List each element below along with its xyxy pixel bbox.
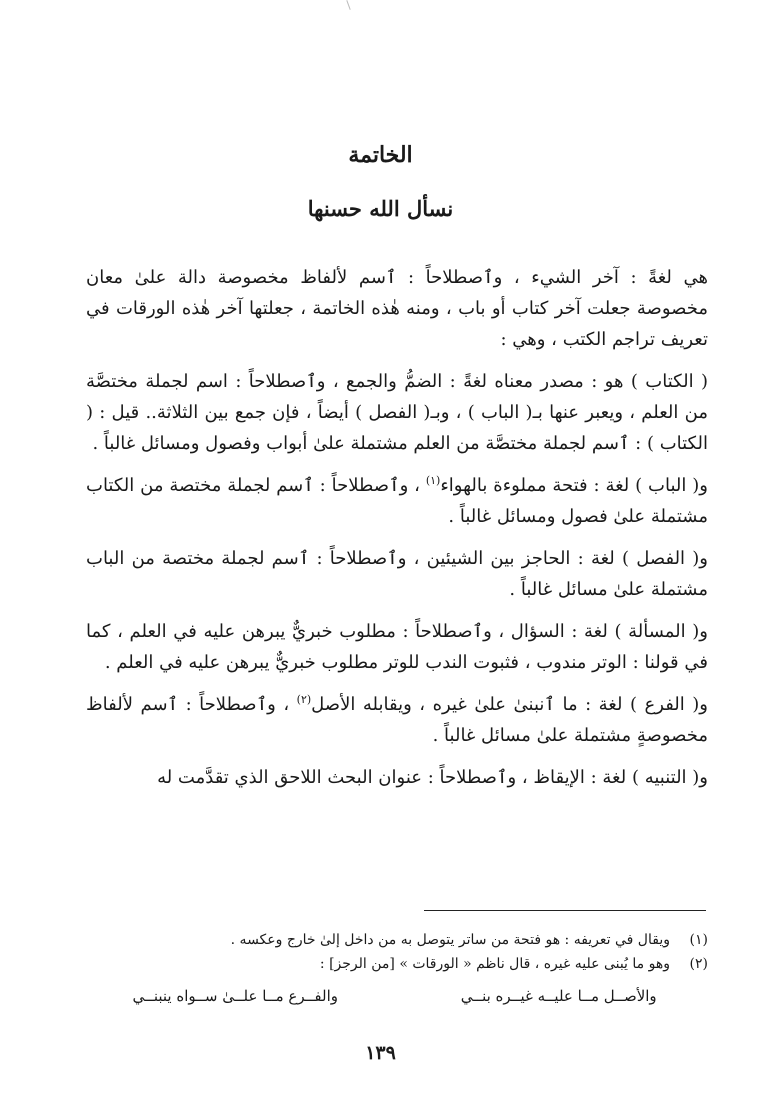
footnote-2 (86, 952, 708, 976)
paragraph-kitab: ( الكتاب ) هو : مصدر معناه لغةً : الضمُّ والجمع ، وٱصطلاحاً : اسم لجملة مختصَّة من العلم ، ويعبر عنها بـ( الباب ) ، وبـ( الفصل ) أيضاً ، فإن جمع بين الثلاثة.. قيل : ( الكتاب ) : ٱسم لجملة مختصَّة من العلم مشتملة علىٰ أبواب وفصول ومسائل غالباً . (86, 371, 708, 454)
footnote-text: ويقال في تعريفه : هو فتحة من ساتر يتوصل به من داخل إلىٰ خارج وعكسه . (230, 932, 670, 948)
page-edge-mark (346, 0, 350, 10)
paragraph-bab (86, 470, 708, 532)
body-text (86, 262, 708, 804)
footnote-ref-1[interactable]: (١) (425, 474, 441, 487)
verse-second-hemistich: والفــرع مــا علــىٰ ســواه ينبنــي (132, 987, 338, 1005)
paragraph-far-text: و( الفرع ) لغة : ما ٱنبنىٰ علىٰ غيره ، ويقابله الأصل (311, 694, 709, 715)
page-title: الخاتمة (348, 142, 413, 168)
paragraph-far (86, 689, 708, 751)
paragraph-definition: هي لغةً : آخر الشيء ، وٱصطلاحاً : ٱسم لألفاظ مخصوصة دالة علىٰ معان مخصوصة جعلت آخر كتاب أو باب ، ومنه هٰذه الخاتمة ، جعلتها آخر هٰذه الورقات في تعريف تراجم الكتب ، وهي : (86, 267, 708, 350)
paragraph-bab-text: و( الباب ) لغة : فتحة مملوءة بالهواء (440, 475, 708, 496)
footnotes (86, 928, 708, 1008)
page-subtitle: نسأل الله حسنها (307, 196, 454, 221)
paragraph-masala: و( المسألة ) لغة : السؤال ، وٱصطلاحاً : مطلوب خبريٌّ يبرهن عليه في العلم ، كما في قولنا : الوتر مندوب ، فثبوت الندب للوتر مطلوب خبريٌّ يبرهن عليه في العلم . (86, 621, 708, 673)
paragraph-tanbih: و( التنبيه ) لغة : الإيقاظ ، وٱصطلاحاً : عنوان البحث اللاحق الذي تقدَّمت له (157, 767, 708, 788)
paragraph-bab-text-cont: ، وٱصطلاحاً : ٱسم لجملة مختصة من الكتاب مشتملة علىٰ فصول ومسائل غالباً . (86, 475, 708, 527)
paragraph-fasl: و( الفصل ) لغة : الحاجز بين الشيئين ، وٱصطلاحاً : ٱسم لجملة مختصة من الباب مشتملة علىٰ مسائل غالباً . (86, 548, 708, 600)
verse-first-hemistich: والأصــل مــا عليــه غيــره بنــي (460, 987, 657, 1005)
verse-line (86, 984, 708, 1008)
footnote-number: (٢) (689, 956, 708, 972)
footnote-divider (424, 910, 706, 911)
footnote-text: وهو ما يُبنى عليه غيره ، قال ناظم « الورقات » [من الرجز] : (319, 956, 670, 972)
paragraph-far-text-cont: ، وٱصطلاحاً : ٱسم لألفاظ مخصوصةٍ مشتملة علىٰ مسائل غالباً . (86, 694, 708, 746)
footnote-ref-2[interactable]: (٢) (296, 693, 312, 706)
page-number: ١٣٩ (365, 1042, 396, 1064)
footnote-1 (86, 928, 708, 952)
footnote-number: (١) (689, 932, 708, 948)
